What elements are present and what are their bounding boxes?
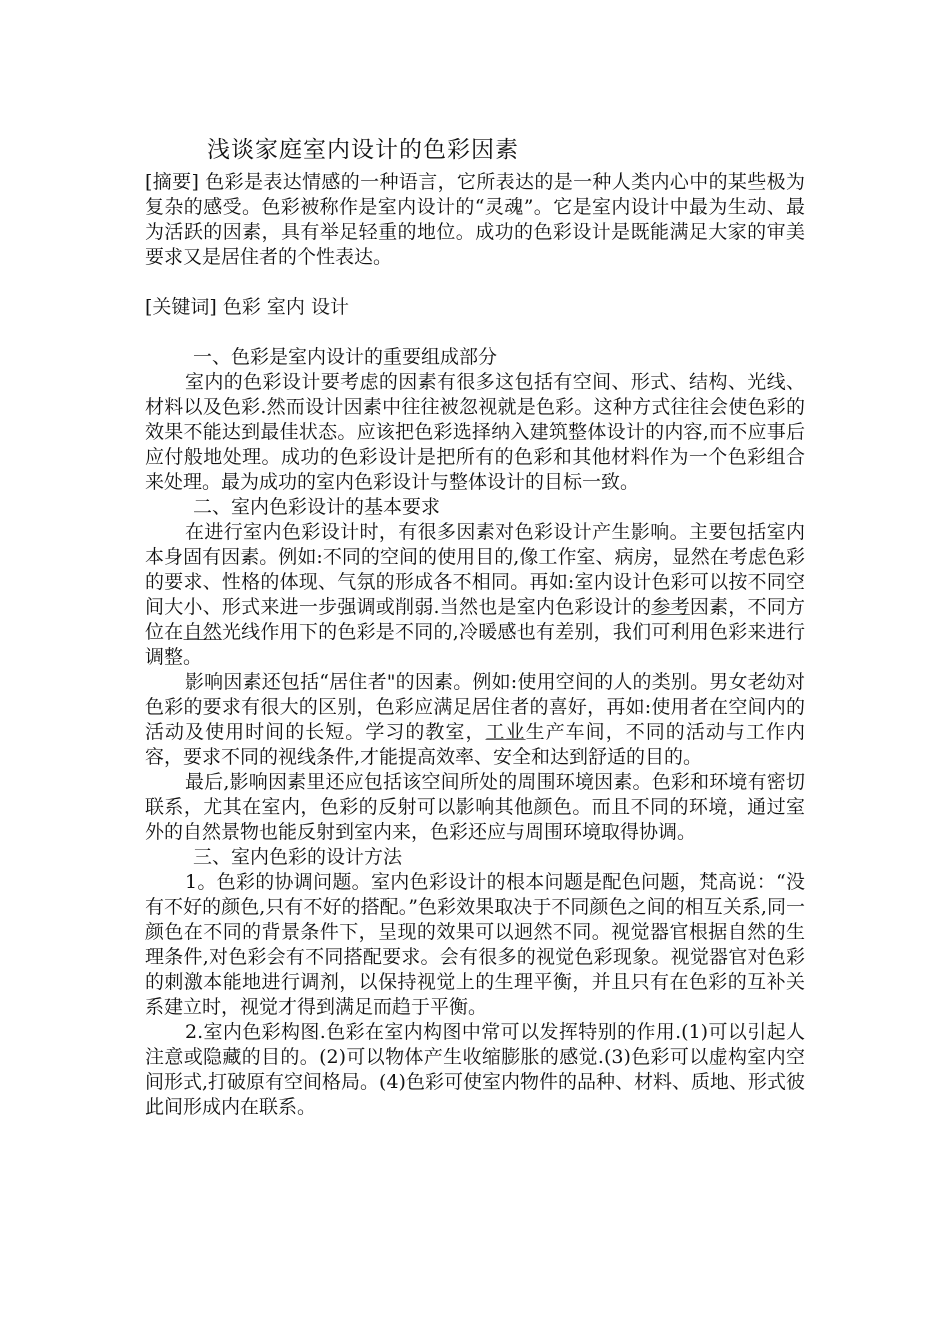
- section-heading-2: 二、室内色彩设计的基本要求: [193, 496, 441, 518]
- section-3-paragraph-1: 1。色彩的协调问题。室内色彩设计的根本问题是配色问题，梵高说：“没有不好的颜色,只有不好的搭配。”色彩效果取决于不同颜色之间的相互关系,同一颜色在不同的背景条件下，呈现的效果可以迥然不同。视觉器官根据自然的生理条件,对色彩会有不同搭配要求。会有很多的视觉色彩现象。视觉器官对色彩的刺激本能地进行调剂，以保持视觉上的生理平衡，并且只有在色彩的互补关系建立时，视觉才得到满足而趋于平衡。: [145, 871, 805, 1018]
- reference-link[interactable]: 参考: [651, 596, 690, 618]
- section-3-paragraph-2: 2.室内色彩构图.色彩在室内构图中常可以发挥特别的作用.(1)可以引起人注意或隐藏的目的。(2)可以物体产生收缩膨胀的感觉.(3)色彩可以虚构室内空间形式,打破原有空间格局。(4)色彩可使室内物件的品种、材料、质地、形式彼此间形成内在联系。: [145, 1021, 805, 1118]
- section-1-paragraph: 室内的色彩设计要考虑的因素有很多这包括有空间、形式、结构、光线、材料以及色彩.然而设计因素中往往被忽视就是色彩。这种方式往往会使色彩的效果不能达到最佳状态。应该把色彩选择纳入建筑整体设计的内容,而不应事后应付般地处理。成功的色彩设计是把所有的色彩和其他材料作为一个色彩组合来处理。最为成功的室内色彩设计与整体设计的目标一致。: [145, 371, 805, 493]
- text-run: 生产车间，不同的活动与工作内容，要求不同的视线条件,才能提高效率、安全和达到舒适的目的。: [145, 721, 805, 768]
- section-2-paragraph-1: [145, 520, 805, 670]
- text-run: 因素，不同方位在: [145, 596, 805, 643]
- document-page: [145, 130, 805, 1120]
- spacer: [145, 320, 805, 345]
- nature-link[interactable]: 自然: [183, 621, 222, 643]
- section-2-paragraph-2: [145, 670, 805, 770]
- section-heading-1: 一、色彩是室内设计的重要组成部分: [193, 346, 498, 368]
- spacer: [145, 270, 805, 295]
- document-title: 浅谈家庭室内设计的色彩因素: [207, 137, 519, 163]
- text-run: 影响因素还包括“居住者"的因素。例如:使用空间的人的类别。男女老幼对色彩的要求有很大的区别，色彩应满足居住者的喜好，再如:使用者在空间内的活动及使用时间的长短。学习的教室，: [145, 671, 805, 743]
- section-heading-3: 三、室内色彩的设计方法: [193, 846, 403, 868]
- abstract-paragraph: [摘要] 色彩是表达情感的一种语言，它所表达的是一种人类内心中的某些极为复杂的感受。色彩被称作是室内设计的“灵魂”。它是室内设计中最为生动、最为活跃的因素，具有举足轻重的地位。成功的色彩设计是既能满足大家的审美要求又是居住者的个性表达。: [145, 171, 805, 268]
- section-2-paragraph-3: 最后,影响因素里还应包括该空间所处的周围环境因素。色彩和环境有密切联系，尤其在室内，色彩的反射可以影响其他颜色。而且不同的环境，通过室外的自然景物也能反射到室内来，色彩还应与周围环境取得协调。: [145, 771, 805, 843]
- keywords-line: [关键词] 色彩 室内 设计: [145, 296, 349, 318]
- text-run: 在进行室内色彩设计时，有很多因素对色彩设计产生影响。主要包括室内本身固有因素。例如:不同的空间的使用目的,像工作室、病房，显然在考虑色彩的要求、性格的体现、气氛的形成各不相同。再如:室内设计色彩可以按不同空间大小、形式来进一步强调或削弱.当然也是室内色彩设计的: [145, 521, 805, 618]
- text-run: 光线作用下的色彩是不同的,冷暖感也有差别，我们可利用色彩来进行调整。: [145, 621, 805, 668]
- industry-link[interactable]: 工业: [485, 721, 526, 743]
